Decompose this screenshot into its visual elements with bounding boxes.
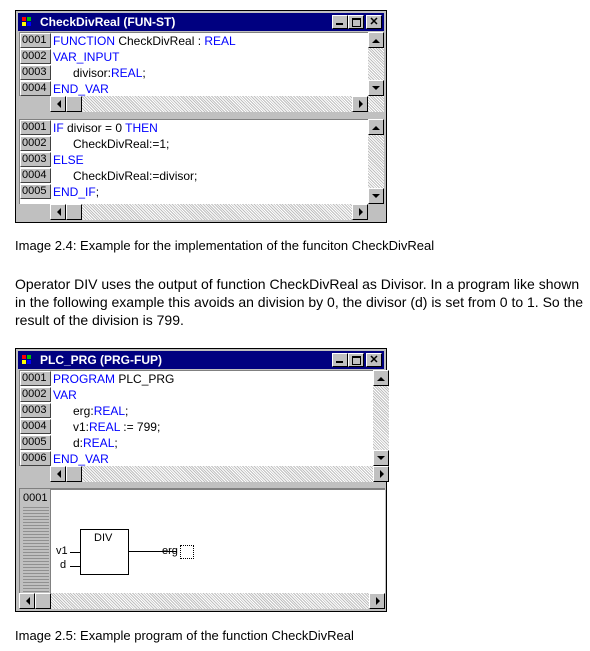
app-icon xyxy=(22,17,35,27)
line-number: 0005 xyxy=(20,435,51,450)
line-number: 0004 xyxy=(20,419,51,434)
declaration-vertical-scrollbar[interactable] xyxy=(368,32,384,96)
arrow-right-icon xyxy=(359,208,367,216)
maximize-icon xyxy=(349,16,363,28)
keyword-token: ELSE xyxy=(53,153,84,167)
keyword-token: END_VAR xyxy=(53,82,109,96)
caption-image-2-5: Image 2.5: Example program of the function CheckDivReal xyxy=(15,628,354,643)
line-number: 0001 xyxy=(20,33,51,48)
input-line-v1 xyxy=(70,552,80,553)
scroll-thumb[interactable] xyxy=(66,96,82,112)
declaration-horizontal-scrollbar[interactable] xyxy=(50,96,384,112)
keyword-token: REAL xyxy=(93,404,126,418)
line-number: 0001 xyxy=(20,120,51,135)
scroll-left-button[interactable] xyxy=(19,593,35,609)
text-token: divisor = 0 xyxy=(63,121,126,135)
text-token: v1: xyxy=(73,420,90,434)
close-icon: ✕ xyxy=(369,354,379,366)
arrow-up-icon xyxy=(377,373,385,381)
close-icon: ✕ xyxy=(369,16,379,28)
description-paragraph: Operator DIV uses the output of function CheckDivReal as Divisor. In a program like shown in the following example this avoids an division by 0, the divisor (d) is set from 0 to 1. So the result of the division is 799. xyxy=(15,276,584,328)
window-title: PLC_PRG (PRG-FUP) xyxy=(40,353,163,367)
text-token: PLC_PRG xyxy=(115,372,175,386)
minimize-icon xyxy=(333,354,347,366)
network-selection-bar[interactable] xyxy=(23,507,49,592)
code-text xyxy=(53,451,109,466)
line-number: 0001 xyxy=(20,371,51,386)
keyword-token: REAL xyxy=(111,66,143,80)
arrow-down-icon xyxy=(372,194,380,202)
scroll-down-button[interactable] xyxy=(368,80,384,96)
title-bar[interactable] xyxy=(18,351,384,369)
input-line-d xyxy=(70,566,80,567)
arrow-down-icon xyxy=(372,86,380,94)
output-placeholder-box[interactable] xyxy=(180,545,194,559)
text-token: := 799; xyxy=(119,420,161,434)
code-text xyxy=(53,419,160,435)
maximize-button[interactable] xyxy=(348,353,364,367)
text-token: ; xyxy=(114,436,118,450)
text-token: CheckDivReal : xyxy=(115,34,205,48)
scroll-up-button[interactable] xyxy=(373,370,389,386)
code-text xyxy=(53,49,119,65)
arrow-right-icon xyxy=(359,100,367,108)
fup-input-v1[interactable]: v1 xyxy=(56,545,68,557)
body-vertical-scrollbar[interactable] xyxy=(368,119,384,204)
arrow-down-icon xyxy=(377,456,385,464)
keyword-token: REAL xyxy=(204,34,236,48)
declaration-horizontal-scrollbar[interactable] xyxy=(50,466,389,482)
scroll-thumb[interactable] xyxy=(35,593,51,609)
line-number: 0004 xyxy=(20,81,51,96)
scroll-thumb[interactable] xyxy=(66,466,82,482)
line-number: 0002 xyxy=(20,387,51,402)
line-number: 0005 xyxy=(20,184,51,199)
declaration-editor[interactable] xyxy=(19,370,373,466)
arrow-up-icon xyxy=(372,35,380,43)
line-number: 0003 xyxy=(20,152,51,167)
scroll-down-button[interactable] xyxy=(373,450,389,466)
arrow-left-icon xyxy=(53,208,61,216)
line-number: 0006 xyxy=(20,451,51,466)
declaration-editor[interactable] xyxy=(19,32,368,96)
text-token: CheckDivReal:=1; xyxy=(73,137,170,151)
keyword-token: REAL xyxy=(89,420,120,434)
code-text xyxy=(53,152,84,168)
line-number: 0003 xyxy=(20,65,51,80)
scroll-right-button[interactable] xyxy=(352,204,368,220)
app-icon xyxy=(22,355,35,365)
line-number: 0004 xyxy=(20,168,51,183)
declaration-vertical-scrollbar[interactable] xyxy=(373,370,389,466)
text-token: divisor: xyxy=(73,66,112,80)
network-number: 0001 xyxy=(23,492,48,504)
scroll-right-button[interactable] xyxy=(373,466,389,482)
minimize-button[interactable] xyxy=(332,353,348,367)
scroll-left-button[interactable] xyxy=(50,466,66,482)
window-title: CheckDivReal (FUN-ST) xyxy=(40,15,176,29)
arrow-right-icon xyxy=(376,597,384,605)
close-button[interactable] xyxy=(366,353,382,367)
minimize-button[interactable] xyxy=(332,15,348,29)
text-token: erg: xyxy=(73,404,94,418)
maximize-button[interactable] xyxy=(348,15,364,29)
code-text xyxy=(53,184,99,200)
code-text xyxy=(53,403,128,419)
code-text xyxy=(53,435,118,451)
keyword-token: END_VAR xyxy=(53,452,109,466)
code-text xyxy=(53,120,158,136)
code-text xyxy=(53,136,169,152)
line-number: 0003 xyxy=(20,403,51,418)
network-separator xyxy=(51,489,385,490)
scroll-left-button[interactable] xyxy=(50,204,66,220)
arrow-right-icon xyxy=(380,470,388,478)
keyword-token: FUNCTION xyxy=(53,34,115,48)
keyword-token: VAR xyxy=(53,388,77,402)
div-block-name: DIV xyxy=(94,532,113,544)
window-checkdivreal xyxy=(15,10,387,223)
scroll-left-button[interactable] xyxy=(50,96,66,112)
scroll-right-button[interactable] xyxy=(352,96,368,112)
fup-input-d[interactable]: d xyxy=(60,559,67,571)
fup-output-erg[interactable]: erg xyxy=(162,545,178,557)
keyword-token: IF xyxy=(53,121,64,135)
scroll-right-button[interactable] xyxy=(369,593,385,609)
body-editor[interactable] xyxy=(19,119,368,204)
keyword-token: END_IF xyxy=(53,185,96,199)
keyword-token: PROGRAM xyxy=(53,372,116,386)
fup-editor[interactable] xyxy=(19,488,385,593)
scroll-down-button[interactable] xyxy=(368,188,384,204)
caption-image-2-4: Image 2.4: Example for the implementation of the funciton CheckDivReal xyxy=(15,238,435,253)
title-bar[interactable] xyxy=(18,13,384,31)
window-plc-prg xyxy=(15,348,387,612)
keyword-token: THEN xyxy=(125,121,158,135)
pane-splitter[interactable] xyxy=(19,112,385,116)
code-text xyxy=(53,168,197,184)
pane-splitter[interactable] xyxy=(19,482,385,486)
scroll-up-button[interactable] xyxy=(368,32,384,48)
body-horizontal-scrollbar[interactable] xyxy=(50,204,368,220)
text-token: ; xyxy=(125,404,129,418)
scroll-thumb[interactable] xyxy=(66,204,82,220)
line-number: 0002 xyxy=(20,136,51,151)
keyword-token: REAL xyxy=(83,436,115,450)
text-token: ; xyxy=(95,185,100,199)
code-text xyxy=(53,65,146,81)
code-text xyxy=(53,387,77,403)
arrow-left-icon xyxy=(53,100,61,108)
text-token: d: xyxy=(73,436,84,450)
text-token: ; xyxy=(142,66,146,80)
arrow-left-icon xyxy=(53,470,61,478)
fup-horizontal-scrollbar[interactable] xyxy=(19,593,385,609)
close-button[interactable] xyxy=(366,15,382,29)
arrow-left-icon xyxy=(22,597,30,605)
keyword-token: VAR_INPUT xyxy=(53,50,120,64)
arrow-up-icon xyxy=(372,122,380,130)
maximize-icon xyxy=(349,354,363,366)
line-number: 0002 xyxy=(20,49,51,64)
code-text xyxy=(53,81,109,96)
code-text xyxy=(53,33,236,49)
minimize-icon xyxy=(333,16,347,28)
code-text xyxy=(53,371,174,387)
scroll-up-button[interactable] xyxy=(368,119,384,135)
text-token: CheckDivReal:=divisor; xyxy=(73,169,198,183)
